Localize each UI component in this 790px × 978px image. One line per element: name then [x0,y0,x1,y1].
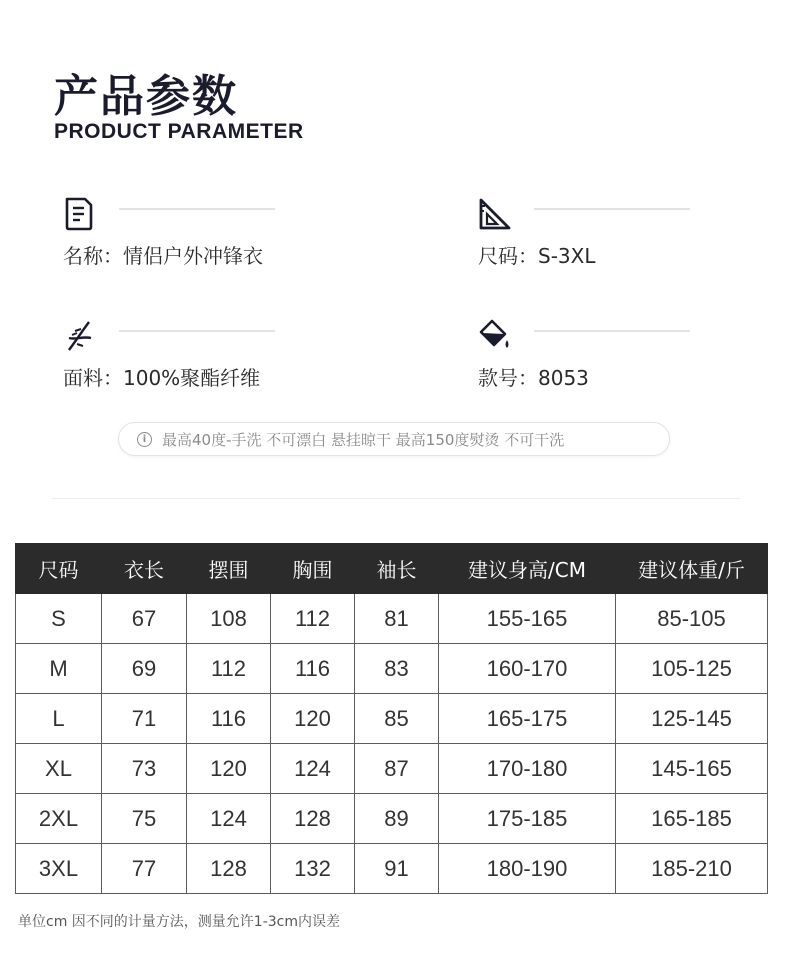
table-cell: 160-170 [439,644,616,694]
table-cell: 85 [355,694,439,744]
table-cell: 77 [102,844,187,894]
column-header: 建议身高/CM [439,544,616,594]
param-size-value: S-3XL [538,244,596,268]
table-cell: 120 [271,694,355,744]
table-cell: 124 [271,744,355,794]
care-instructions [118,422,670,456]
table-cell: 105-125 [616,644,768,694]
param-fabric-value: 100%聚酯纤维 [123,366,261,390]
table-cell: 180-190 [439,844,616,894]
table-cell: 69 [102,644,187,694]
table-cell: 71 [102,694,187,744]
table-cell: 73 [102,744,187,794]
param-fabric-label: 面料： [63,366,123,390]
table-cell: 165-185 [616,794,768,844]
param-divider-line [534,208,690,210]
table-cell: 81 [355,594,439,644]
page-title: 产品参数 [54,71,238,122]
table-row [16,694,768,744]
table-cell: 112 [271,594,355,644]
param-divider-line [119,330,275,332]
table-cell: 75 [102,794,187,844]
table-cell: S [16,594,102,644]
table-row [16,594,768,644]
paint-bucket-icon [478,318,514,354]
table-cell: 112 [187,644,271,694]
table-cell: 128 [187,844,271,894]
table-cell: 67 [102,594,187,644]
table-cell: M [16,644,102,694]
param-fabric [63,318,363,398]
column-header: 衣长 [102,544,187,594]
measurement-note: 单位cm 因不同的计量方法，测量允许1-3cm内误差 [18,914,340,930]
table-cell: 124 [187,794,271,844]
table-cell: 3XL [16,844,102,894]
page-subtitle: PRODUCT PARAMETER [54,120,304,143]
table-cell: 2XL [16,794,102,844]
param-divider-line [534,330,690,332]
table-row [16,844,768,894]
param-style-no-label: 款号： [478,366,538,390]
table-cell: 132 [271,844,355,894]
param-size [478,196,778,276]
column-header: 袖长 [355,544,439,594]
param-name [63,196,363,276]
table-cell: 125-145 [616,694,768,744]
table-row [16,794,768,844]
param-name-value: 情侣户外冲锋衣 [123,244,263,268]
document-icon [63,196,99,232]
care-text: 最高40度-手洗 不可漂白 悬挂晾干 最高150度熨烫 不可干洗 [162,430,565,449]
info-icon: i [137,432,152,447]
table-cell: 145-165 [616,744,768,794]
section-divider [52,498,740,499]
table-cell: 108 [187,594,271,644]
triangle-ruler-icon [478,196,514,232]
table-cell: L [16,694,102,744]
table-cell: 91 [355,844,439,894]
table-cell: 170-180 [439,744,616,794]
table-cell: 128 [271,794,355,844]
column-header: 胸围 [271,544,355,594]
table-cell: 87 [355,744,439,794]
param-size-label: 尺码： [478,244,538,268]
column-header: 尺码 [16,544,102,594]
table-cell: 89 [355,794,439,844]
table-cell: 155-165 [439,594,616,644]
table-cell: 85-105 [616,594,768,644]
table-cell: 175-185 [439,794,616,844]
param-style-no [478,318,778,398]
table-cell: 185-210 [616,844,768,894]
param-style-no-value: 8053 [538,366,589,390]
dna-icon [63,318,99,354]
column-header: 摆围 [187,544,271,594]
column-header: 建议体重/斤 [616,544,768,594]
table-cell: 116 [271,644,355,694]
table-row [16,644,768,694]
table-row [16,744,768,794]
size-table [15,543,768,894]
param-name-label: 名称： [63,244,123,268]
table-header-row [16,544,768,594]
param-divider-line [119,208,275,210]
table-cell: 116 [187,694,271,744]
table-cell: 165-175 [439,694,616,744]
table-cell: 120 [187,744,271,794]
table-cell: 83 [355,644,439,694]
table-cell: XL [16,744,102,794]
